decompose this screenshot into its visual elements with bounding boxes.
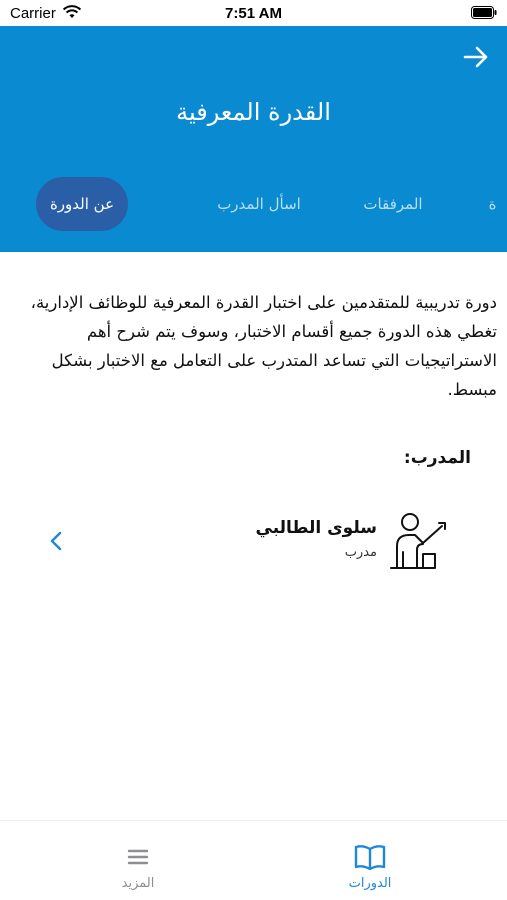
open-book-icon bbox=[352, 843, 388, 871]
trainer-name: سلوى الطالبي bbox=[255, 518, 377, 538]
chevron-left-icon[interactable] bbox=[48, 530, 64, 552]
status-time: 7:51 AM bbox=[225, 5, 282, 22]
trainer-heading: المدرب: bbox=[403, 448, 471, 468]
tab-ask-trainer[interactable]: اسأل المدرب bbox=[217, 195, 301, 213]
battery-icon bbox=[471, 6, 497, 19]
tab-partial[interactable]: ة bbox=[488, 195, 497, 213]
menu-icon bbox=[120, 843, 156, 871]
tab-about-course[interactable]: عن الدورة bbox=[36, 177, 128, 231]
trainer-row[interactable] bbox=[0, 500, 507, 580]
tabs bbox=[0, 177, 507, 233]
status-bar bbox=[0, 0, 507, 26]
trainer-role: مدرب bbox=[344, 545, 377, 560]
page-title: القدرة المعرفية bbox=[176, 98, 331, 126]
tabbar-more-label: المزيد bbox=[121, 876, 155, 891]
header bbox=[0, 26, 507, 252]
bottom-tab-bar bbox=[0, 820, 507, 900]
teacher-icon bbox=[387, 510, 457, 572]
tabbar-more[interactable] bbox=[78, 821, 198, 900]
back-arrow-icon[interactable] bbox=[463, 46, 489, 68]
carrier-label: Carrier bbox=[10, 5, 56, 22]
course-description: دورة تدريبية للمتقدمين على اختبار القدرة المعرفية للوظائف الإدارية، تغطي هذه الدورة جميع أقسام الاختبار، وسوف يتم شرح أهم الاستراتيجيات التي تساعد المتدرب على التعامل مع الاختبار بشكل مبسط. bbox=[30, 293, 497, 399]
tabbar-courses-label: الدورات bbox=[348, 876, 392, 891]
tabbar-courses[interactable] bbox=[310, 821, 430, 900]
tab-attachments[interactable]: المرفقات bbox=[363, 195, 423, 213]
